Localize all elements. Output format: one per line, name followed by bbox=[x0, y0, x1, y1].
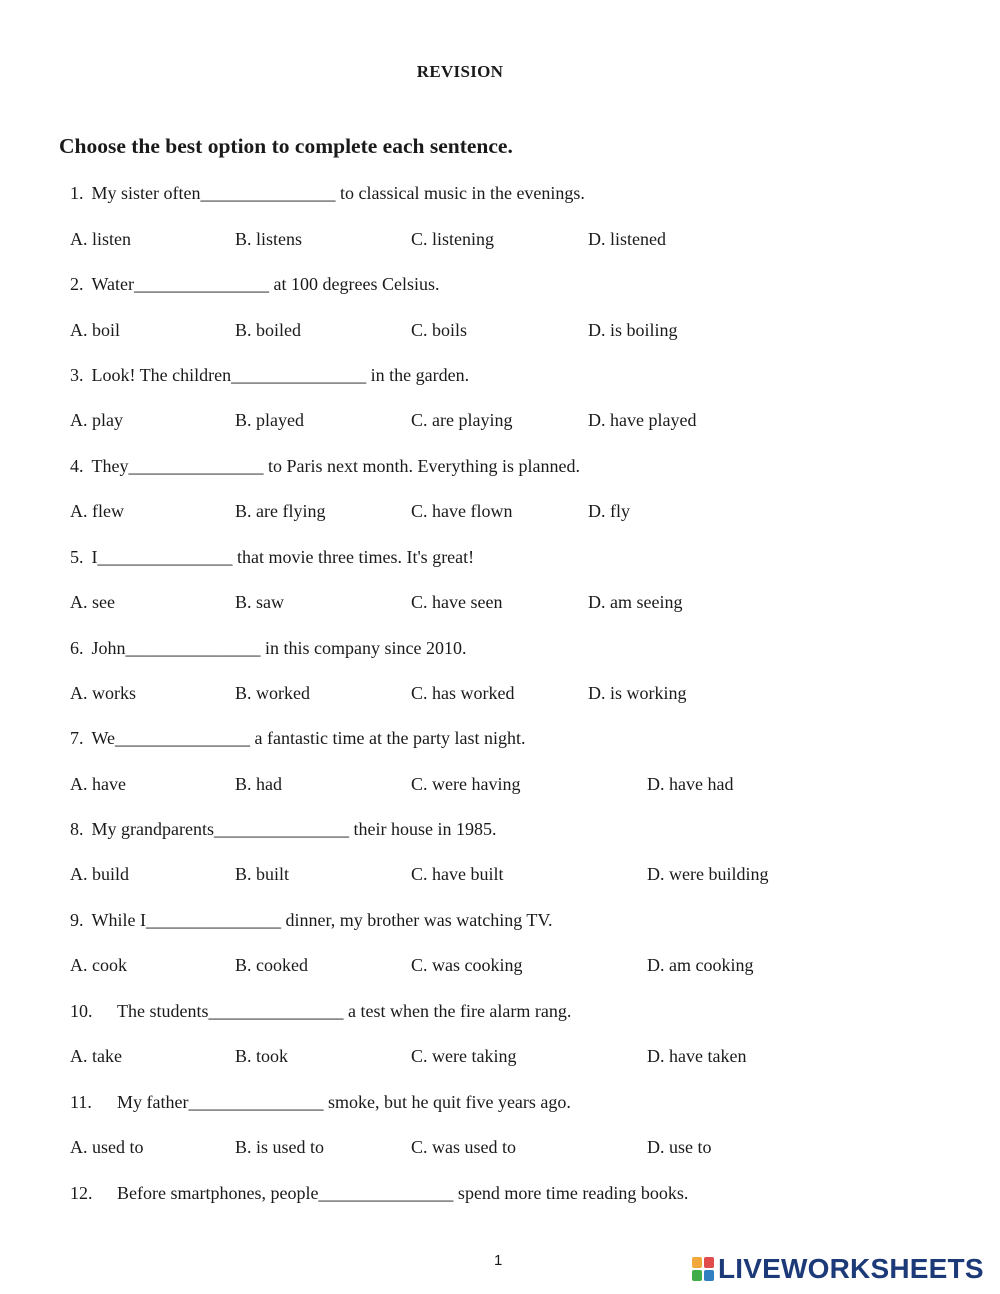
option-b[interactable]: B. cooked bbox=[235, 955, 308, 975]
option-a[interactable]: A. build bbox=[70, 864, 130, 884]
question-number: 12. bbox=[70, 1183, 93, 1203]
question-text bbox=[70, 910, 553, 931]
question-number: 10. bbox=[70, 1001, 93, 1021]
option-a[interactable]: A. play bbox=[70, 410, 123, 430]
option-d[interactable]: D. listened bbox=[588, 229, 666, 249]
option-c[interactable]: C. boils bbox=[411, 320, 468, 340]
question-number: 4. bbox=[70, 456, 84, 476]
option-d[interactable]: D. fly bbox=[588, 501, 630, 521]
option-c[interactable]: C. were taking bbox=[411, 1046, 517, 1066]
question-text bbox=[70, 1001, 571, 1022]
option-a[interactable]: A. take bbox=[70, 1046, 122, 1066]
question-text bbox=[70, 1092, 571, 1113]
question-text bbox=[70, 638, 466, 659]
option-d[interactable]: D. is boiling bbox=[588, 320, 678, 340]
option-b[interactable]: B. worked bbox=[235, 683, 310, 703]
question-sentence: They_______________ to Paris next month. Everything is planned. bbox=[91, 456, 580, 476]
question-text bbox=[70, 1183, 688, 1204]
options-row bbox=[0, 683, 1000, 707]
question-text bbox=[70, 547, 474, 568]
liveworksheets-logo-icon bbox=[692, 1257, 714, 1281]
option-a[interactable]: A. see bbox=[70, 592, 115, 612]
option-d[interactable]: D. have taken bbox=[647, 1046, 747, 1066]
question-sentence: Look! The children_______________ in the garden. bbox=[91, 365, 470, 385]
logo-square-4 bbox=[704, 1270, 714, 1281]
options-row bbox=[0, 410, 1000, 434]
option-d[interactable]: D. have had bbox=[647, 774, 734, 794]
option-b[interactable]: B. took bbox=[235, 1046, 289, 1066]
options-row bbox=[0, 864, 1000, 888]
question-text bbox=[70, 819, 496, 840]
options-row bbox=[0, 229, 1000, 253]
question-sentence: I_______________ that movie three times. It's great! bbox=[91, 547, 475, 567]
option-a[interactable]: A. cook bbox=[70, 955, 127, 975]
option-b[interactable]: B. built bbox=[235, 864, 290, 884]
question-number: 3. bbox=[70, 365, 84, 385]
question-number: 2. bbox=[70, 274, 84, 294]
option-c[interactable]: C. were having bbox=[411, 774, 521, 794]
options-row bbox=[0, 592, 1000, 616]
option-d[interactable]: D. were building bbox=[647, 864, 769, 884]
question-number: 7. bbox=[70, 728, 84, 748]
question-sentence: My father_______________ smoke, but he quit five years ago. bbox=[117, 1092, 571, 1112]
option-a[interactable]: A. boil bbox=[70, 320, 121, 340]
option-c[interactable]: C. have flown bbox=[411, 501, 513, 521]
option-b[interactable]: B. is used to bbox=[235, 1137, 325, 1157]
page-title: REVISION bbox=[416, 62, 504, 81]
option-a[interactable]: A. have bbox=[70, 774, 126, 794]
option-b[interactable]: B. listens bbox=[235, 229, 303, 249]
question-number: 1. bbox=[70, 183, 84, 203]
question-sentence: My grandparents_______________ their house in 1985. bbox=[91, 819, 497, 839]
question-number: 8. bbox=[70, 819, 84, 839]
options-row bbox=[0, 501, 1000, 525]
option-b[interactable]: B. had bbox=[235, 774, 282, 794]
question-text bbox=[70, 274, 440, 295]
question-text bbox=[70, 183, 585, 204]
question-number: 11. bbox=[70, 1092, 92, 1112]
options-row bbox=[0, 1046, 1000, 1070]
option-d[interactable]: D. is working bbox=[588, 683, 687, 703]
option-c[interactable]: C. have seen bbox=[411, 592, 503, 612]
option-d[interactable]: D. use to bbox=[647, 1137, 712, 1157]
option-c[interactable]: C. are playing bbox=[411, 410, 513, 430]
option-b[interactable]: B. played bbox=[235, 410, 304, 430]
question-number: 9. bbox=[70, 910, 84, 930]
option-a[interactable]: A. listen bbox=[70, 229, 131, 249]
options-row bbox=[0, 955, 1000, 979]
question-sentence: Water_______________ at 100 degrees Celsius. bbox=[91, 274, 440, 294]
option-a[interactable]: A. flew bbox=[70, 501, 124, 521]
question-sentence: The students_______________ a test when the fire alarm rang. bbox=[117, 1001, 572, 1021]
options-row bbox=[0, 320, 1000, 344]
question-text bbox=[70, 728, 525, 749]
instruction-heading: Choose the best option to complete each sentence. bbox=[59, 134, 513, 158]
page-number: 1 bbox=[494, 1252, 503, 1269]
question-text bbox=[70, 365, 469, 386]
question-sentence: While I_______________ dinner, my brother was watching TV. bbox=[91, 910, 553, 930]
question-text bbox=[70, 456, 580, 477]
question-number: 5. bbox=[70, 547, 84, 567]
question-sentence: John_______________ in this company since 2010. bbox=[91, 638, 467, 658]
option-d[interactable]: D. am cooking bbox=[647, 955, 754, 975]
options-row bbox=[0, 774, 1000, 798]
option-c[interactable]: C. was used to bbox=[411, 1137, 516, 1157]
options-row bbox=[0, 1137, 1000, 1161]
option-a[interactable]: A. used to bbox=[70, 1137, 144, 1157]
option-d[interactable]: D. have played bbox=[588, 410, 697, 430]
option-a[interactable]: A. works bbox=[70, 683, 136, 703]
liveworksheets-logo[interactable] bbox=[692, 1254, 984, 1284]
option-b[interactable]: B. saw bbox=[235, 592, 284, 612]
logo-square-1 bbox=[692, 1257, 702, 1268]
option-c[interactable]: C. was cooking bbox=[411, 955, 523, 975]
question-sentence: Before smartphones, people_______________ spend more time reading books. bbox=[117, 1183, 689, 1203]
option-c[interactable]: C. has worked bbox=[411, 683, 515, 703]
logo-square-2 bbox=[704, 1257, 714, 1268]
question-number: 6. bbox=[70, 638, 84, 658]
option-c[interactable]: C. listening bbox=[411, 229, 495, 249]
question-sentence: We_______________ a fantastic time at the party last night. bbox=[91, 728, 526, 748]
brand-text: LIVEWORKSHEETS bbox=[718, 1253, 984, 1284]
logo-square-3 bbox=[692, 1270, 702, 1281]
option-b[interactable]: B. are flying bbox=[235, 501, 326, 521]
option-b[interactable]: B. boiled bbox=[235, 320, 301, 340]
question-sentence: My sister often_______________ to classical music in the evenings. bbox=[91, 183, 585, 203]
option-d[interactable]: D. am seeing bbox=[588, 592, 683, 612]
option-c[interactable]: C. have built bbox=[411, 864, 504, 884]
